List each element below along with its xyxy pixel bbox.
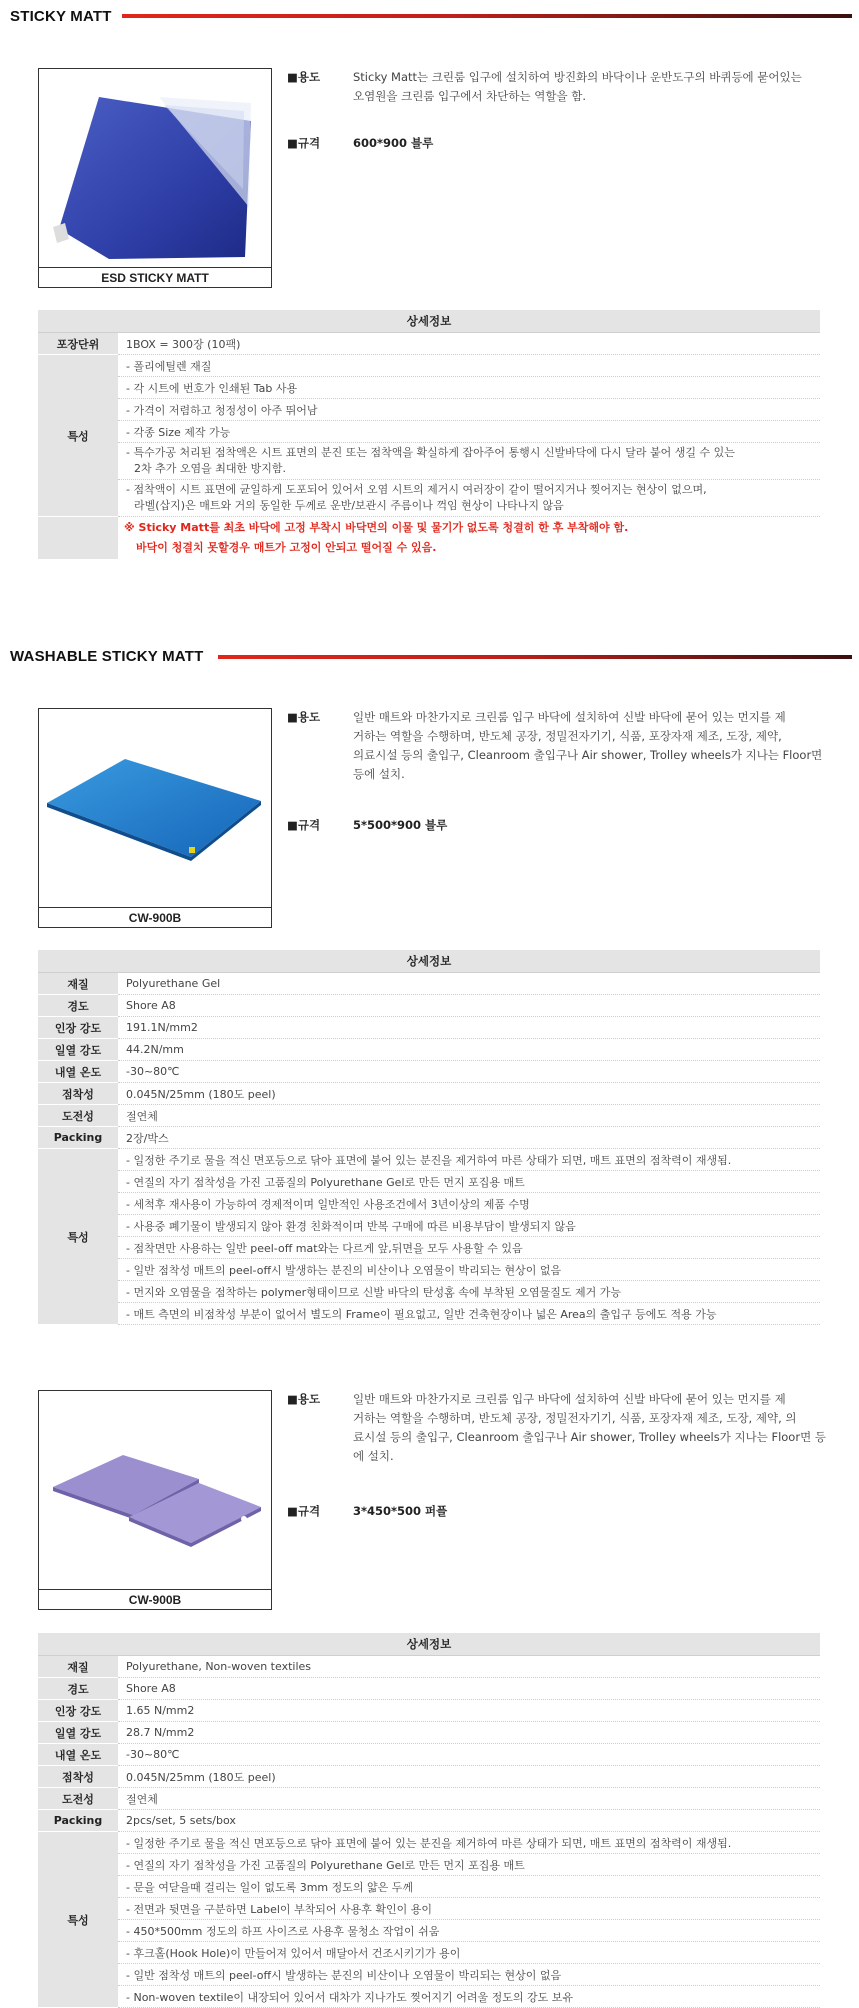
row-key: 일열 강도: [38, 1722, 118, 1744]
row-key: 도전성: [38, 1105, 118, 1127]
spec-value: 600*900 블루: [353, 136, 434, 150]
feature-line: 라벨(삽지)은 매트와 거의 동일한 두께로 운반/보관시 주름이나 꺽임 현상이 나타나지 않음: [134, 499, 564, 512]
usage-block: [287, 68, 832, 168]
row-key: 도전성: [38, 1788, 118, 1810]
feature-item: - 전면과 뒷면을 구분하면 Label이 부착되어 사용후 확인이 용이: [118, 1898, 820, 1920]
feature-item: - 일정한 주기로 물을 적신 면포등으로 닦아 표면에 붙어 있는 분진을 제거하여 마른 상태가 되면, 매트 표면의 점착력이 재생됨.: [118, 1832, 820, 1854]
usage-text: 일반 매트와 마찬가지로 크린룸 입구 바닥에 설치하여 신발 바닥에 묻어 있는 먼지를 제: [353, 710, 786, 724]
image-caption: CW-900B: [128, 911, 182, 925]
feature-item: - 각 시트에 번호가 인쇄된 Tab 사용: [118, 377, 820, 399]
row-key: 인장 강도: [38, 1017, 118, 1039]
row-key: 재질: [38, 1656, 118, 1678]
usage-block: [287, 1390, 832, 1520]
section-title: STICKY MATT: [10, 8, 112, 25]
warning-key-spacer: [38, 517, 118, 560]
row-value: 44.2N/mm: [118, 1039, 820, 1061]
warning-line: 바닥이 청결치 못할경우 매트가 고정이 안되고 떨어질 수 있음.: [136, 541, 437, 554]
product-image-frame: [38, 1390, 272, 1610]
row-value: 191.1N/mm2: [118, 1017, 820, 1039]
product-image-frame: [38, 708, 272, 928]
feature-item: - 먼지와 오염물을 점착하는 polymer형태이므로 신발 바닥의 탄성홈 속에 부착된 오염물질도 제거 가능: [118, 1281, 820, 1303]
feature-item: - 사용중 폐기물이 발생되지 않아 환경 친화적이며 반복 구매에 따른 비용부담이 발생되지 않음: [118, 1215, 820, 1237]
feature-item: - 후크홀(Hook Hole)이 만들어져 있어서 매달아서 건조시키기가 용이: [118, 1942, 820, 1964]
section-divider: [122, 14, 852, 18]
usage-text: 거하는 역할을 수행하며, 반도체 공장, 정밀전자기기, 식품, 포장자재 제조, 도장, 제약, 의: [353, 1411, 797, 1425]
feature-item: - 폴리에틸렌 재질: [118, 355, 820, 377]
feature-item: - 일정한 주기로 물을 적신 면포등으로 닦아 표면에 붙어 있는 분진을 제거하여 마른 상태가 되면, 매트 표면의 점착력이 재생됨.: [118, 1149, 820, 1171]
product-image: [39, 1391, 271, 1590]
feature-item: - 일반 점착성 매트의 peel-off시 발생하는 분진의 비산이나 오염물이 박리되는 현상이 없음: [118, 1964, 820, 1986]
spec-value: 3*450*500 퍼플: [353, 1504, 448, 1518]
usage-text: 오염원을 크린룸 입구에서 차단하는 역할을 함.: [353, 89, 587, 103]
row-value: 1BOX = 300장 (10팩): [118, 333, 820, 355]
spec-label: ■규격: [287, 1504, 321, 1518]
row-value: 절연체: [118, 1788, 820, 1810]
usage-label: ■용도: [287, 710, 321, 724]
usage-text: 의료시설 등의 출입구, Cleanroom 출입구나 Air shower, Trolley wheels가 지나는 Floor면: [353, 748, 823, 762]
row-value: -30~80℃: [118, 1744, 820, 1766]
feature-item: - 450*500mm 정도의 하프 사이즈로 사용후 물청소 작업이 쉬움: [118, 1920, 820, 1942]
row-value: Shore A8: [118, 1678, 820, 1700]
section-title: WASHABLE STICKY MATT: [10, 648, 204, 665]
feature-item: - Non-woven textile이 내장되어 있어서 대차가 지나가도 찢어지기 어려울 정도의 강도 보유: [118, 1986, 820, 2008]
feature-item: - 연질의 자기 점착성을 가진 고품질의 Polyurethane Gel로 만든 먼지 포집용 매트: [118, 1854, 820, 1876]
row-value: 0.045N/25mm (180도 peel): [118, 1083, 820, 1105]
usage-text: 거하는 역할을 수행하며, 반도체 공장, 정밀전자기기, 식품, 포장자재 제조, 도장, 제약,: [353, 729, 782, 743]
row-key: 재질: [38, 973, 118, 995]
spec-label: ■규격: [287, 136, 321, 150]
table-header: 상세정보: [38, 310, 820, 333]
row-key: 포장단위: [38, 333, 118, 355]
feature-item: - 세척후 재사용이 가능하여 경제적이며 일반적인 사용조건에서 3년이상의 제품 수명: [118, 1193, 820, 1215]
feature-line: 2차 추가 오염을 최대한 방지함.: [134, 462, 286, 475]
image-caption: ESD STICKY MATT: [101, 271, 209, 285]
row-key: Packing: [38, 1127, 118, 1149]
row-value: -30~80℃: [118, 1061, 820, 1083]
usage-text: 일반 매트와 마찬가지로 크린룸 입구 바닥에 설치하여 신발 바닥에 묻어 있는 먼지를 제: [353, 1392, 786, 1406]
row-key: 특성: [38, 1832, 118, 2008]
feature-item: - 가격이 저렴하고 청정성이 아주 뛰어남: [118, 399, 820, 421]
row-key: 특성: [38, 1149, 118, 1325]
usage-text: 등에 설치.: [353, 767, 405, 781]
feature-line: - 점착액이 시트 표면에 균일하게 도포되어 있어서 오염 시트의 제거시 여러장이 같이 떨어지거나 찢어지는 현상이 없으며,: [126, 483, 707, 496]
feature-item: - 연질의 자기 점착성을 가진 고품질의 Polyurethane Gel로 만든 먼지 포집용 매트: [118, 1171, 820, 1193]
usage-text: Sticky Matt는 크린룸 입구에 설치하여 방진화의 바닥이나 운반도구의 바퀴등에 묻어있는: [353, 70, 802, 84]
row-value: Polyurethane Gel: [118, 973, 820, 995]
table-header: 상세정보: [38, 950, 820, 973]
row-value: Shore A8: [118, 995, 820, 1017]
feature-item: [118, 480, 820, 517]
image-caption: CW-900B: [128, 1593, 182, 1607]
detail-table: [38, 310, 820, 559]
row-value: 28.7 N/mm2: [118, 1722, 820, 1744]
row-key: Packing: [38, 1810, 118, 1832]
product-image-frame: [38, 68, 272, 288]
feature-item: - 각종 Size 제작 가능: [118, 421, 820, 443]
product-image: [39, 69, 271, 268]
row-value: 1.65 N/mm2: [118, 1700, 820, 1722]
feature-item: - 점착면만 사용하는 일반 peel-off mat와는 다르게 앞,뒤면을 모두 사용할 수 있음: [118, 1237, 820, 1259]
feature-item: - 문을 여닫을때 걸리는 일이 없도록 3mm 정도의 얇은 두께: [118, 1876, 820, 1898]
detail-table: [38, 950, 820, 1325]
row-key: 특성: [38, 355, 118, 517]
row-key: 경도: [38, 1678, 118, 1700]
feature-item: [118, 443, 820, 480]
section-divider: [218, 655, 852, 659]
detail-table: [38, 1633, 820, 2008]
feature-item: - 일반 점착성 매트의 peel-off시 발생하는 분진의 비산이나 오염물이 박리되는 현상이 없음: [118, 1259, 820, 1281]
spec-label: ■규격: [287, 818, 321, 832]
feature-item: - 매트 측면의 비점착성 부분이 없어서 별도의 Frame이 필요없고, 일반 건축현장이나 넓은 Area의 출입구 등에도 적용 가능: [118, 1303, 820, 1325]
row-value: Polyurethane, Non-woven textiles: [118, 1656, 820, 1678]
row-value: 2pcs/set, 5 sets/box: [118, 1810, 820, 1832]
row-key: 내열 온도: [38, 1744, 118, 1766]
usage-text: 에 설치.: [353, 1449, 394, 1463]
feature-line: - 특수가공 처리된 점착액은 시트 표면의 분진 또는 점착액을 확실하게 잡아주어 통행시 신발바닥에 다시 달라 붙어 생길 수 있는: [126, 446, 735, 459]
usage-text: 료시설 등의 출입구, Cleanroom 출입구나 Air shower, Trolley wheels가 지나는 Floor면 등: [353, 1430, 826, 1444]
row-key: 인장 강도: [38, 1700, 118, 1722]
row-key: 일열 강도: [38, 1039, 118, 1061]
product-image: [39, 709, 271, 908]
row-key: 점착성: [38, 1766, 118, 1788]
row-value: 0.045N/25mm (180도 peel): [118, 1766, 820, 1788]
warning-note: [118, 517, 820, 560]
usage-block: [287, 708, 832, 838]
warning-line: ※ Sticky Matt를 최초 바닥에 고정 부착시 바닥면의 이물 및 물기가 없도록 청결히 한 후 부착해야 함.: [124, 521, 629, 534]
row-key: 점착성: [38, 1083, 118, 1105]
table-header: 상세정보: [38, 1633, 820, 1656]
spec-value: 5*500*900 블루: [353, 818, 448, 832]
usage-label: ■용도: [287, 70, 321, 84]
row-key: 내열 온도: [38, 1061, 118, 1083]
row-value: 절연체: [118, 1105, 820, 1127]
usage-label: ■용도: [287, 1392, 321, 1406]
row-value: 2장/박스: [118, 1127, 820, 1149]
row-key: 경도: [38, 995, 118, 1017]
